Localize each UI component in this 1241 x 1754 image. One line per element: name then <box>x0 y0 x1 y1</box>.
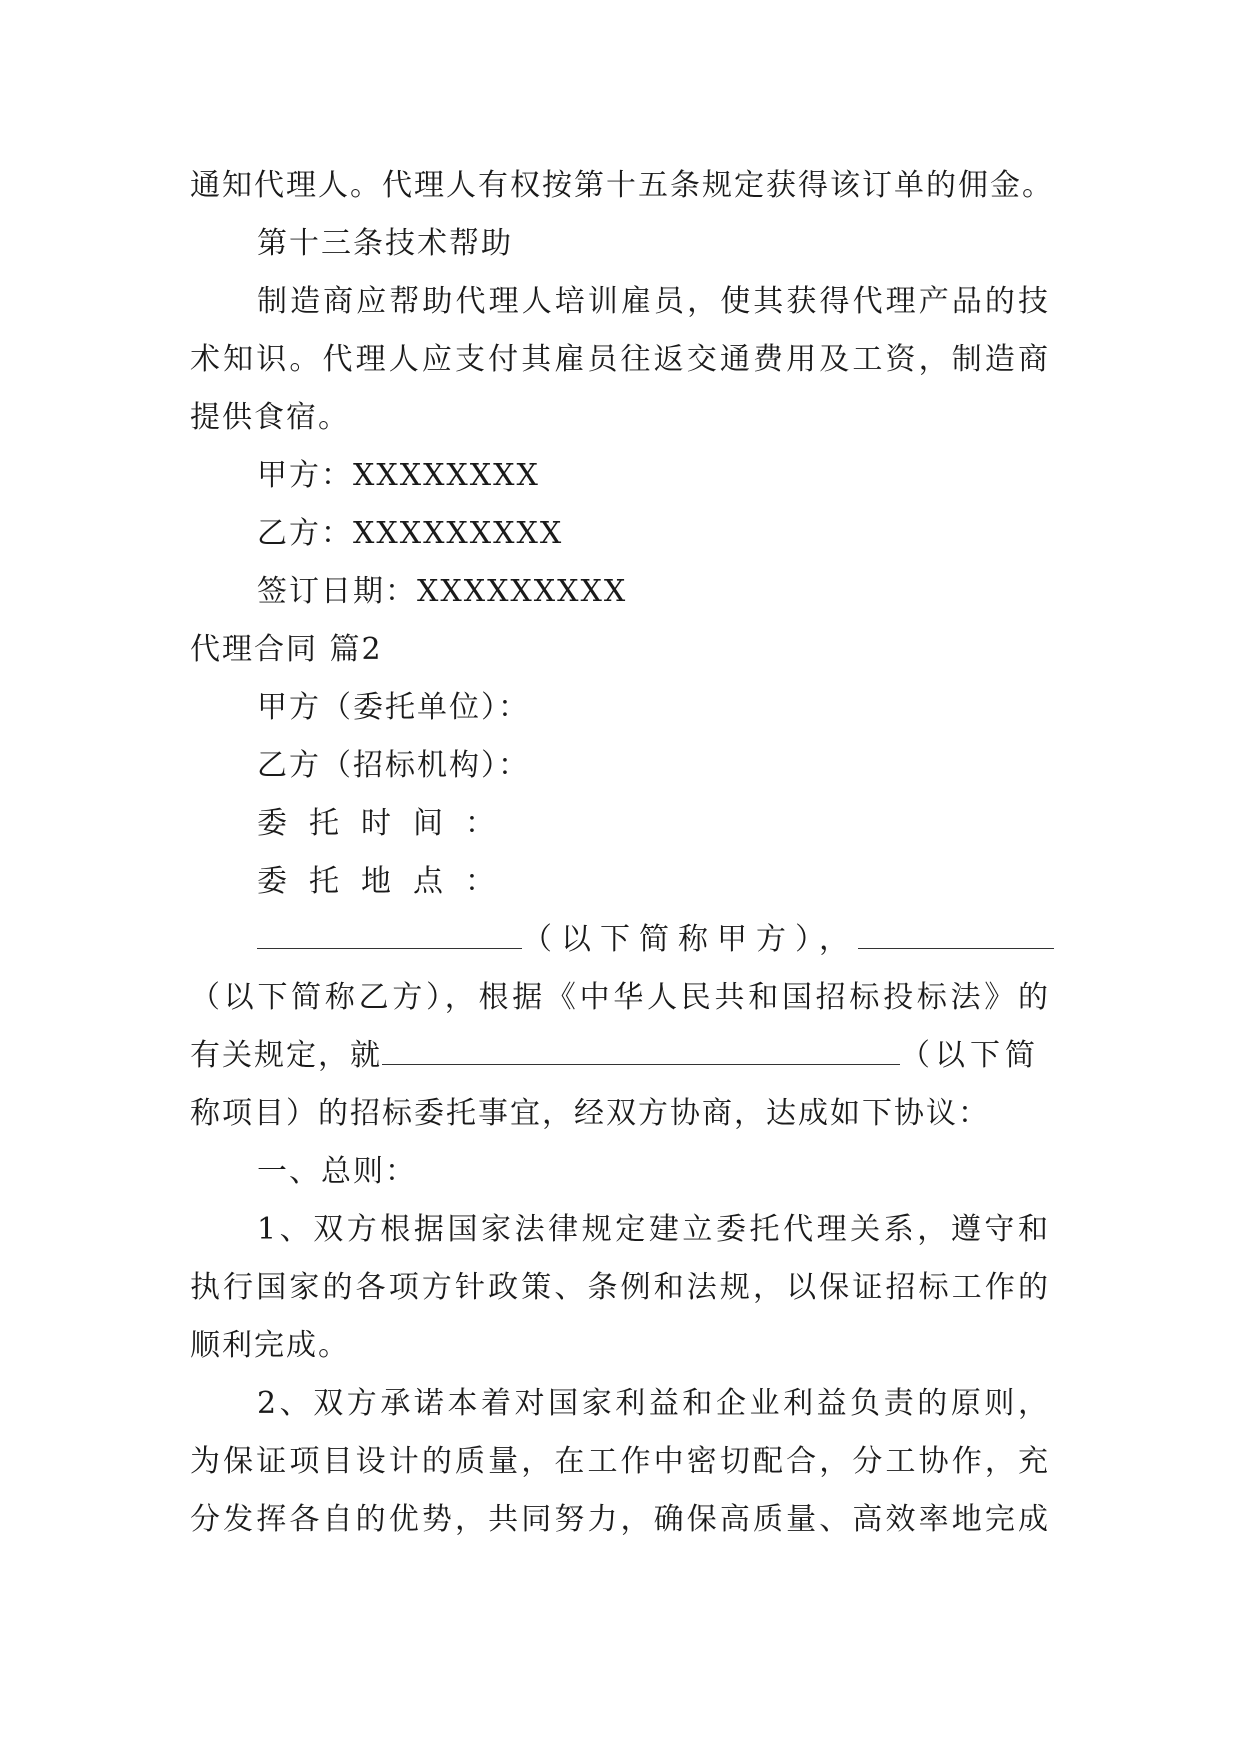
text-line: 制造商应帮助代理人培训雇员，使其获得代理产品的技 <box>257 284 1050 319</box>
party-b-field: 乙方（招标机构）： <box>257 748 530 783</box>
blank-underline <box>257 922 522 949</box>
text-line: 为保证项目设计的质量，在工作中密切配合，分工协作，充 <box>190 1444 1050 1479</box>
section-heading: 一、总则： <box>257 1154 417 1189</box>
party-a-line: 甲方：XXXXXXXX <box>257 458 540 493</box>
text-line: 称项目）的招标委托事宜，经双方协商，达成如下协议： <box>190 1096 990 1131</box>
text-line: 2、双方承诺本着对国家利益和企业利益负责的原则， <box>257 1386 1050 1421</box>
text-line: 顺利完成。 <box>190 1328 350 1363</box>
text-line: 分发挥各自的优势，共同努力，确保高质量、高效率地完成 <box>190 1502 1050 1537</box>
blank-underline <box>382 1038 900 1065</box>
text-line: 提供食宿。 <box>190 400 350 435</box>
commission-place-field: 委托地点： <box>257 864 517 899</box>
commission-time-field: 委托时间： <box>257 806 517 841</box>
text-span: （以下简 <box>900 1038 1040 1073</box>
document-title: 代理合同 篇2 <box>190 632 383 667</box>
intro-line <box>257 920 1054 960</box>
text-line: 1、双方根据国家法律规定建立委托代理关系，遵守和 <box>257 1212 1050 1247</box>
sign-date-line: 签订日期：XXXXXXXXX <box>257 574 628 609</box>
blank-underline <box>858 922 1054 949</box>
text-line: 术知识。代理人应支付其雇员往返交通费用及工资，制造商 <box>190 342 1050 377</box>
party-b-line: 乙方：XXXXXXXXX <box>257 516 564 551</box>
section-heading: 第十三条技术帮助 <box>257 226 513 261</box>
text-span: 有关规定，就 <box>190 1038 382 1073</box>
text-line <box>190 1036 1040 1076</box>
text-line: 执行国家的各项方针政策、条例和法规，以保证招标工作的 <box>190 1270 1050 1305</box>
text-span: （以下简称甲方）， <box>522 922 858 957</box>
party-a-field: 甲方（委托单位）： <box>257 690 530 725</box>
text-line: （以下简称乙方），根据《中华人民共和国招标投标法》的 <box>190 980 1050 1015</box>
text-line: 通知代理人。代理人有权按第十五条规定获得该订单的佣金。 <box>190 168 1054 203</box>
